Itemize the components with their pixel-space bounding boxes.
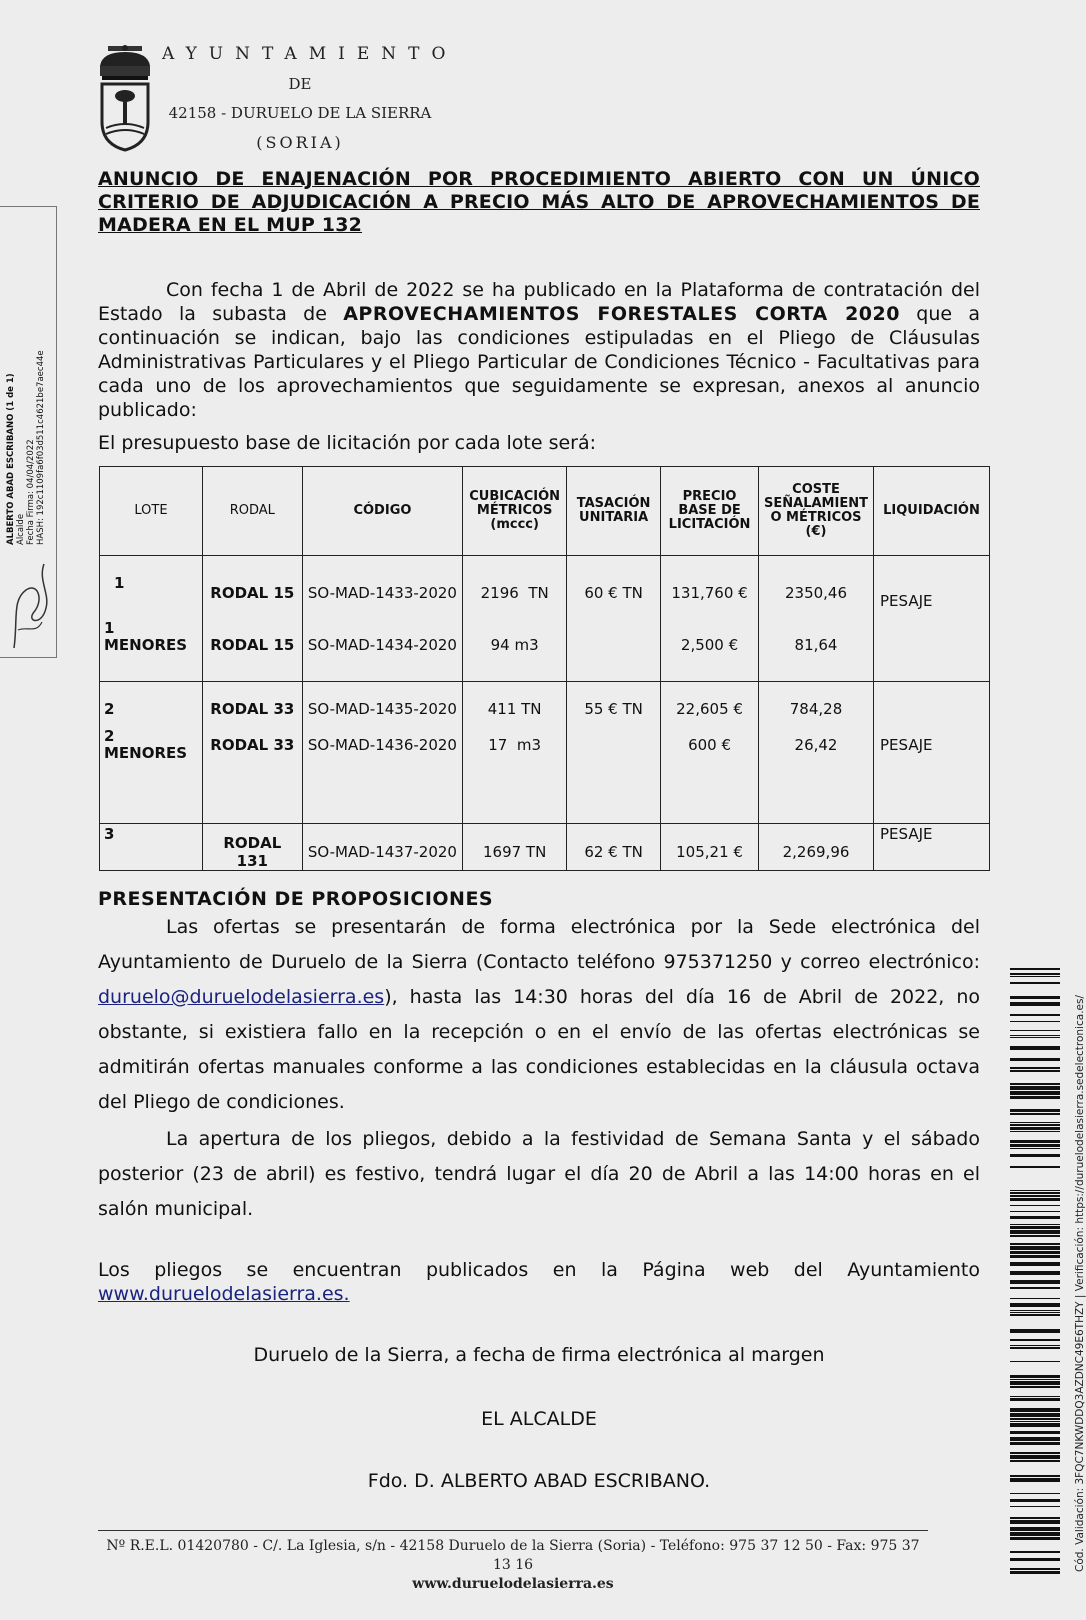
- barcode-bar: [1010, 1246, 1060, 1250]
- coste-value: 2350,46: [784, 583, 848, 602]
- barcode-bar: [1010, 1421, 1060, 1422]
- cubicacion-value: 411 TN: [487, 700, 542, 718]
- cell-lote: [100, 682, 203, 824]
- rodal-value: RODAL 33: [210, 736, 295, 754]
- lote-value: 1 MENORES: [104, 619, 188, 654]
- coat-of-arms-logo: [96, 44, 154, 152]
- cell-cubicacion: [463, 556, 567, 682]
- barcode-bar: [1010, 1398, 1060, 1401]
- barcode-bar: [1010, 1058, 1060, 1061]
- signer-role: Alcalde: [16, 513, 26, 545]
- barcode-bar: [1010, 1386, 1060, 1388]
- place-date: Duruelo de la Sierra, a fecha de firma electrónica al margen: [253, 1344, 825, 1366]
- proposals-paragraph-1: [98, 910, 980, 1120]
- barcode-bar: [1010, 1532, 1060, 1536]
- codigo-value: SO-MAD-1436-2020: [307, 736, 457, 754]
- barcode-bar: [1010, 1452, 1060, 1454]
- cell-rodal: [202, 556, 302, 682]
- barcode-bar: [1010, 1086, 1060, 1090]
- table-row-group-3: [100, 824, 990, 871]
- validation-code: Cód. Validación: 3FQC7NKWDDQ3AZDNC49E6THZY | Verificación: https://duruelodelasierra.sedelectronica.es/: [1074, 994, 1086, 1572]
- barcode-bar: [1010, 1224, 1060, 1225]
- tasacion-value: [571, 736, 656, 754]
- header-line-1: AYUNTAMIENTO: [162, 44, 458, 64]
- cell-coste: [759, 682, 874, 824]
- barcode-bar: [1010, 1303, 1060, 1307]
- precio-value: 2,500 €: [680, 635, 739, 654]
- barcode-bar: [1010, 973, 1060, 975]
- rodal-value: RODAL 15: [210, 635, 295, 654]
- barcode-bar: [1010, 1310, 1060, 1311]
- barcode-bar: [1010, 1195, 1060, 1197]
- barcode-bar: [1010, 1499, 1060, 1502]
- cell-codigo: [302, 556, 462, 682]
- barcode-bar: [1010, 1379, 1060, 1380]
- barcode-bar: [1010, 1198, 1060, 1201]
- barcode-bar: [1010, 1527, 1060, 1531]
- cell-cubicacion: 1697 TN: [463, 824, 567, 871]
- barcode-bar: [1010, 1002, 1060, 1006]
- barcode-bar: [1010, 1493, 1060, 1494]
- barcode-bar: [1010, 1312, 1060, 1313]
- barcode-bar: [1010, 1558, 1060, 1561]
- signed-by: Fdo. D. ALBERTO ABAD ESCRIBANO.: [367, 1470, 711, 1492]
- cell-coste: [759, 556, 874, 682]
- website-link[interactable]: www.duruelodelasierra.es.: [98, 1283, 350, 1305]
- precio-value: 22,605 €: [676, 700, 743, 718]
- cell-precio: [661, 556, 759, 682]
- lote-value: 1: [114, 574, 125, 592]
- cell-cubicacion: [463, 682, 567, 824]
- header-coste: COSTE SEÑALAMIENT O MÉTRICOS (€): [759, 467, 874, 556]
- barcode-image: [1010, 968, 1060, 1572]
- barcode-bar: [1010, 1122, 1060, 1123]
- barcode-bar: [1010, 1124, 1060, 1126]
- codigo-value: SO-MAD-1435-2020: [307, 700, 457, 718]
- mayor-role: EL ALCALDE: [481, 1408, 597, 1430]
- signature-date: Fecha Firma: 04/04/2022: [26, 439, 36, 545]
- codigo-value: SO-MAD-1433-2020: [307, 583, 457, 602]
- barcode-bar: [1010, 1243, 1060, 1245]
- barcode-bar: [1010, 1014, 1060, 1016]
- barcode-bar: [1010, 1329, 1060, 1333]
- barcode-bar: [1010, 1314, 1060, 1316]
- barcode-bar: [1010, 1361, 1060, 1362]
- email-link[interactable]: duruelo@duruelodelasierra.es: [98, 986, 385, 1008]
- barcode-bar: [1010, 1537, 1060, 1540]
- barcode-bar: [1010, 1520, 1060, 1524]
- barcode-bar: [1010, 1127, 1060, 1130]
- cell-tasacion: [567, 682, 661, 824]
- barcode-bar: [1010, 1251, 1060, 1254]
- barcode-bar: [1010, 1030, 1060, 1031]
- precio-value: 600 €: [688, 736, 732, 754]
- cell-lote: [100, 556, 203, 682]
- barcode-bar: [1010, 1192, 1060, 1194]
- barcode-bar: [1010, 1096, 1060, 1099]
- cell-liquidacion: PESAJE: [874, 682, 990, 824]
- proposals-paragraph-2: [98, 1122, 980, 1227]
- barcode-bar: [1010, 1226, 1060, 1229]
- proposals-text-2: ), hasta las 14:30 horas del día 16 de Abril de 2022, no obstante, si existiera fallo en la recepción o en el envío de las ofertas electrónicas se admitirán ofertas manuales conforme a las condiciones establecidas en la cláusula octava del Pliego de condiciones.: [98, 986, 980, 1113]
- barcode-bar: [1010, 1235, 1060, 1237]
- cell-liquidacion: PESAJE: [874, 824, 990, 871]
- lots-table: [99, 466, 990, 871]
- rodal-value: RODAL 33: [210, 700, 295, 718]
- barcode-bar: [1010, 1280, 1060, 1284]
- cell-coste: 2,269,96: [759, 824, 874, 871]
- barcode-bar: [1010, 1091, 1060, 1095]
- barcode-bar: [1010, 1154, 1060, 1157]
- table-header-row: [100, 467, 990, 556]
- barcode-bar: [1010, 1381, 1060, 1385]
- barcode-bar: [1010, 1113, 1060, 1115]
- barcode-bar: [1010, 1423, 1060, 1427]
- barcode-bar: [1010, 1298, 1060, 1299]
- cell-tasacion: 62 € TN: [567, 824, 661, 871]
- cell-rodal: [202, 682, 302, 824]
- cell-liquidacion: PESAJE: [874, 556, 990, 682]
- barcode-bar: [1010, 1035, 1060, 1036]
- intro-paragraph: [98, 278, 980, 422]
- barcode-bar: [1010, 1109, 1060, 1112]
- rodal-value: RODAL 15: [210, 583, 295, 602]
- barcode-bar: [1010, 1517, 1060, 1519]
- cubicacion-value: 2196 TN: [480, 583, 549, 602]
- barcode-bar: [1010, 1216, 1060, 1219]
- header-tasacion: TASACIÓN UNITARIA: [567, 467, 661, 556]
- lote-value: 2: [104, 700, 115, 718]
- barcode-bar: [1010, 1455, 1060, 1459]
- precio-value: 131,760 €: [671, 583, 748, 602]
- barcode-bar: [1010, 968, 1060, 970]
- barcode-bar: [1010, 1551, 1060, 1553]
- barcode-bar: [1010, 1287, 1060, 1289]
- header-lote: LOTE: [100, 467, 203, 556]
- signer-name: ALBERTO ABAD ESCRIBANO (1 de 1): [6, 373, 16, 545]
- signature-margin-text: [6, 350, 46, 545]
- barcode-bar: [1010, 1375, 1060, 1378]
- budget-line: El presupuesto base de licitación por cada lote será:: [98, 432, 597, 454]
- header-rodal: RODAL: [202, 467, 302, 556]
- header-liquidacion: LIQUIDACIÓN: [874, 467, 990, 556]
- announcement-title: ANUNCIO DE ENAJENACIÓN POR PROCEDIMIENTO ABIERTO CON UN ÚNICO CRITERIO DE ADJUDICACIÓN A PRECIO MÁS ALTO DE APROVECHAMIENTOS DE MADERA EN EL MUP 132: [98, 168, 980, 236]
- barcode-bar: [1010, 1345, 1060, 1346]
- cell-codigo: [302, 682, 462, 824]
- opening-text: La apertura de los pliegos, debido a la festividad de Semana Santa y el sábado posterior (23 de abril) es festivo, tendrá lugar el día 20 de Abril a las 14:00 horas en el salón municipal.: [98, 1128, 980, 1220]
- lote-value: 2 MENORES: [104, 727, 188, 762]
- barcode-bar: [1010, 1437, 1060, 1441]
- barcode-bar: [1010, 1211, 1060, 1212]
- documents-text: Los pliegos se encuentran publicados en la Página web del Ayuntamiento: [98, 1259, 980, 1281]
- barcode-bar: [1010, 1568, 1060, 1570]
- barcode-bar: [1010, 1166, 1060, 1168]
- footer-address: Nº R.E.L. 01420780 - C/. La Iglesia, s/n - 42158 Duruelo de la Sierra (Soria) - Teléfono: 975 37 12 50 - Fax: 975 37 13 16: [106, 1538, 920, 1573]
- proposals-paragraph-3: [98, 1258, 980, 1306]
- header-cubicacion: CUBICACIÓN MÉTRICOS (mccc): [463, 467, 567, 556]
- barcode-bar: [1010, 1037, 1060, 1038]
- barcode-bar: [1010, 1478, 1060, 1482]
- intro-bold: APROVECHAMIENTOS FORESTALES CORTA 2020: [343, 303, 900, 325]
- barcode-bar: [1010, 1418, 1060, 1420]
- barcode-bar: [1010, 1067, 1060, 1069]
- barcode-bar: [1010, 1046, 1060, 1050]
- barcode-bar: [1010, 1262, 1060, 1266]
- coste-value: 81,64: [794, 635, 838, 654]
- cell-tasacion: [567, 556, 661, 682]
- handwritten-signature: [8, 560, 52, 652]
- barcode-bar: [1010, 1070, 1060, 1072]
- barcode-bar: [1010, 1442, 1060, 1445]
- barcode-bar: [1010, 996, 1060, 999]
- tasacion-value: 55 € TN: [584, 700, 643, 718]
- cell-lote: 3: [100, 824, 203, 871]
- barcode-bar: [1010, 976, 1060, 977]
- barcode-bar: [1010, 1413, 1060, 1417]
- intro-text-2: que a continuación se indican, bajo las condiciones estipuladas en el Pliego de Cláusulas Administrativas Particulares y el Pliego Particular de Condiciones Técnico - Facultativas para cada uno de los aprovechamientos que seguidamente se expresan, anexos al anuncio publicado:: [98, 303, 980, 421]
- barcode-bar: [1010, 1431, 1060, 1434]
- header-codigo: CÓDIGO: [302, 467, 462, 556]
- barcode-bar: [1010, 1230, 1060, 1234]
- cell-precio: 105,21 €: [661, 824, 759, 871]
- tasacion-value: [571, 636, 656, 654]
- signature-hash: HASH: 192c1109fa6f03d511c4621be7aec44e: [36, 350, 46, 545]
- intro-text-1: Con fecha 1 de Abril de 2022 se ha publicado en la Plataforma de contratación del Estado la subasta de: [98, 279, 980, 325]
- barcode-bar: [1010, 1144, 1060, 1147]
- barcode-bar: [1010, 1190, 1060, 1191]
- barcode-bar: [1010, 1475, 1060, 1477]
- footer: [98, 1537, 928, 1594]
- footer-website: www.duruelodelasierra.es: [412, 1576, 614, 1592]
- cubicacion-value: 17 m3: [488, 736, 542, 754]
- barcode-bar: [1010, 1460, 1060, 1462]
- barcode-bar: [1010, 1408, 1060, 1412]
- table-row-group-2: [100, 682, 990, 824]
- cubicacion-value: 94 m3: [490, 635, 539, 654]
- barcode-bar: [1010, 1148, 1060, 1149]
- barcode-bar: [1010, 982, 1060, 984]
- municipality-header: [150, 44, 458, 152]
- header-line-3: 42158 - DURUELO DE LA SIERRA: [168, 104, 432, 122]
- barcode-bar: [1010, 1339, 1060, 1341]
- barcode-bar: [1010, 1205, 1060, 1206]
- barcode-bar: [1010, 1131, 1060, 1132]
- proposals-text-1: Las ofertas se presentarán de forma electrónica por la Sede electrónica del Ayuntamiento de Duruelo de la Sierra (Contacto teléfono 975371250 y correo electrónico:: [98, 916, 980, 973]
- barcode-bar: [1010, 1255, 1060, 1258]
- coste-value: 26,42: [794, 736, 838, 754]
- coste-value: 784,28: [789, 700, 843, 718]
- barcode-bar: [1010, 1140, 1060, 1143]
- codigo-value: SO-MAD-1434-2020: [307, 635, 457, 654]
- header-precio: PRECIO BASE DE LICITACIÓN: [661, 467, 759, 556]
- barcode-bar: [1010, 1083, 1060, 1085]
- cell-rodal: RODAL 131: [202, 824, 302, 871]
- barcode-bar: [1010, 1506, 1060, 1507]
- footer-divider: [98, 1530, 928, 1531]
- cell-precio: [661, 682, 759, 824]
- barcode-bar: [1010, 1021, 1060, 1022]
- header-line-2: DE: [288, 75, 312, 93]
- cell-codigo: SO-MAD-1437-2020: [302, 824, 462, 871]
- barcode-bar: [1010, 1396, 1060, 1397]
- table-row-group-1: [100, 556, 990, 682]
- barcode-bar: [1010, 1571, 1060, 1574]
- header-line-4: (SORIA): [256, 133, 344, 152]
- proposals-heading: PRESENTACIÓN DE PROPOSICIONES: [98, 888, 494, 910]
- barcode-bar: [1010, 1347, 1060, 1349]
- barcode-bar: [1010, 1271, 1060, 1275]
- tasacion-value: 60 € TN: [584, 583, 643, 602]
